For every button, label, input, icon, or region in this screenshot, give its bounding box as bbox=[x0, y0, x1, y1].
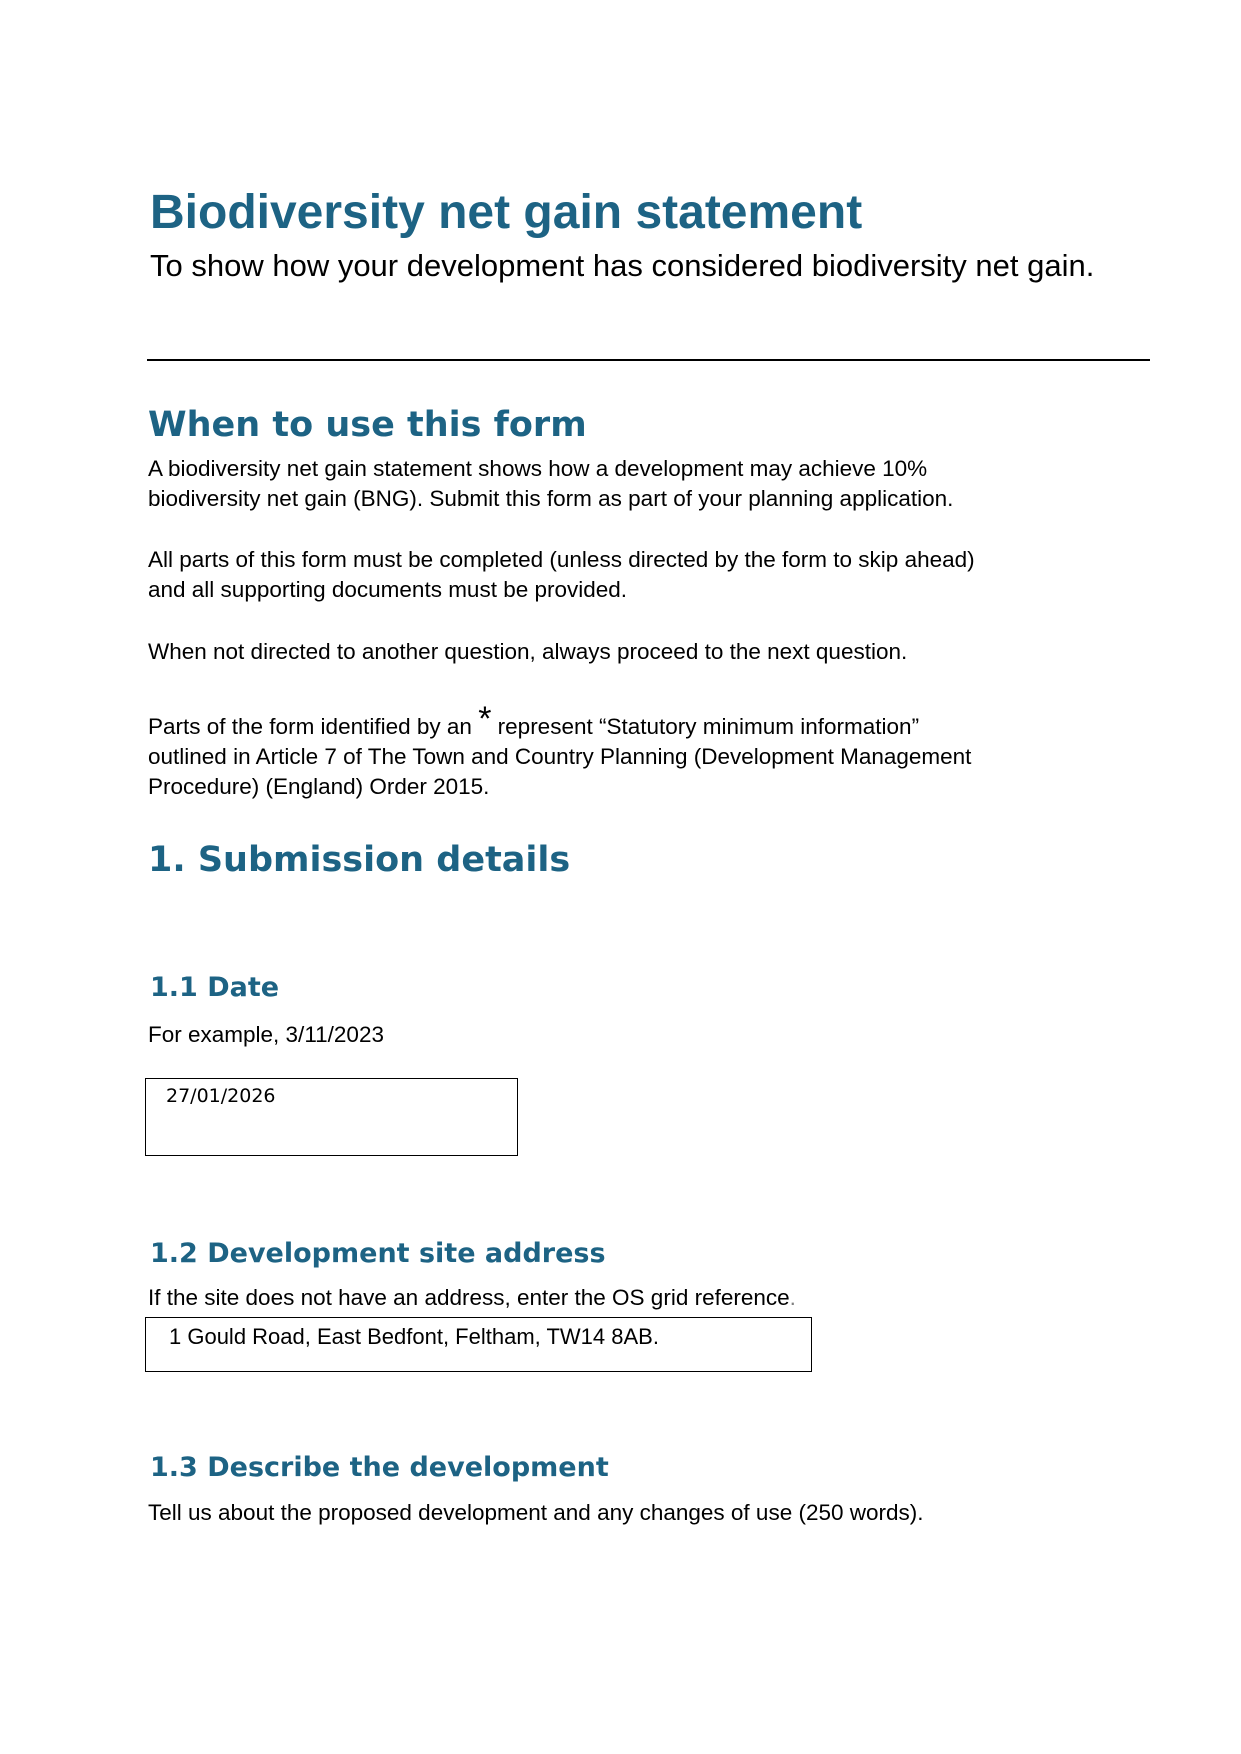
question-1-1-hint: For example, 3/11/2023 bbox=[148, 1022, 384, 1047]
required-star-symbol: * bbox=[478, 700, 492, 738]
site-address-field[interactable] bbox=[145, 1317, 812, 1372]
text-line: biodiversity net gain (BNG). Submit this form as part of your planning application. bbox=[148, 486, 954, 511]
date-field[interactable] bbox=[145, 1078, 518, 1156]
intro-paragraph-2 bbox=[148, 545, 1138, 605]
intro-paragraph-3 bbox=[148, 637, 1138, 667]
text-line: and all supporting documents must be provided. bbox=[148, 577, 628, 602]
document-subtitle: To show how your development has considered biodiversity net gain. bbox=[150, 248, 1095, 283]
intro-paragraph-1 bbox=[148, 454, 1138, 514]
text-fragment: Parts of the form identified by an bbox=[148, 714, 479, 739]
question-1-3-heading: 1.3 Describe the development bbox=[150, 1452, 609, 1483]
section-1-heading: 1. Submission details bbox=[148, 840, 571, 880]
question-1-3-hint: Tell us about the proposed development and any changes of use (250 words). bbox=[148, 1500, 924, 1525]
text-line: A biodiversity net gain statement shows how a development may achieve 10% bbox=[148, 456, 928, 481]
date-value: 27/01/2026 bbox=[166, 1085, 276, 1107]
text-fragment: . bbox=[789, 1285, 796, 1310]
title-divider bbox=[147, 359, 1150, 361]
text-fragment: represent “Statutory minimum information” bbox=[491, 714, 920, 739]
text-line: Procedure) (England) Order 2015. bbox=[148, 774, 490, 799]
text-line: When not directed to another question, always proceed to the next question. bbox=[148, 639, 908, 664]
text-line: All parts of this form must be completed (unless directed by the form to skip ahead) bbox=[148, 547, 975, 572]
document-title: Biodiversity net gain statement bbox=[150, 186, 863, 239]
question-1-2-hint bbox=[148, 1283, 1138, 1313]
question-1-2-heading: 1.2 Development site address bbox=[150, 1238, 606, 1269]
text-fragment: If the site does not have an address, enter the OS grid reference bbox=[148, 1285, 790, 1310]
question-1-1-heading: 1.1 Date bbox=[150, 972, 280, 1003]
intro-paragraph-4 bbox=[148, 700, 1138, 802]
when-to-use-heading: When to use this form bbox=[148, 405, 587, 445]
text-line bbox=[148, 700, 1138, 742]
text-line: outlined in Article 7 of The Town and Country Planning (Development Management bbox=[148, 744, 972, 769]
site-address-value: 1 Gould Road, East Bedfont, Feltham, TW14 8AB. bbox=[169, 1324, 659, 1349]
